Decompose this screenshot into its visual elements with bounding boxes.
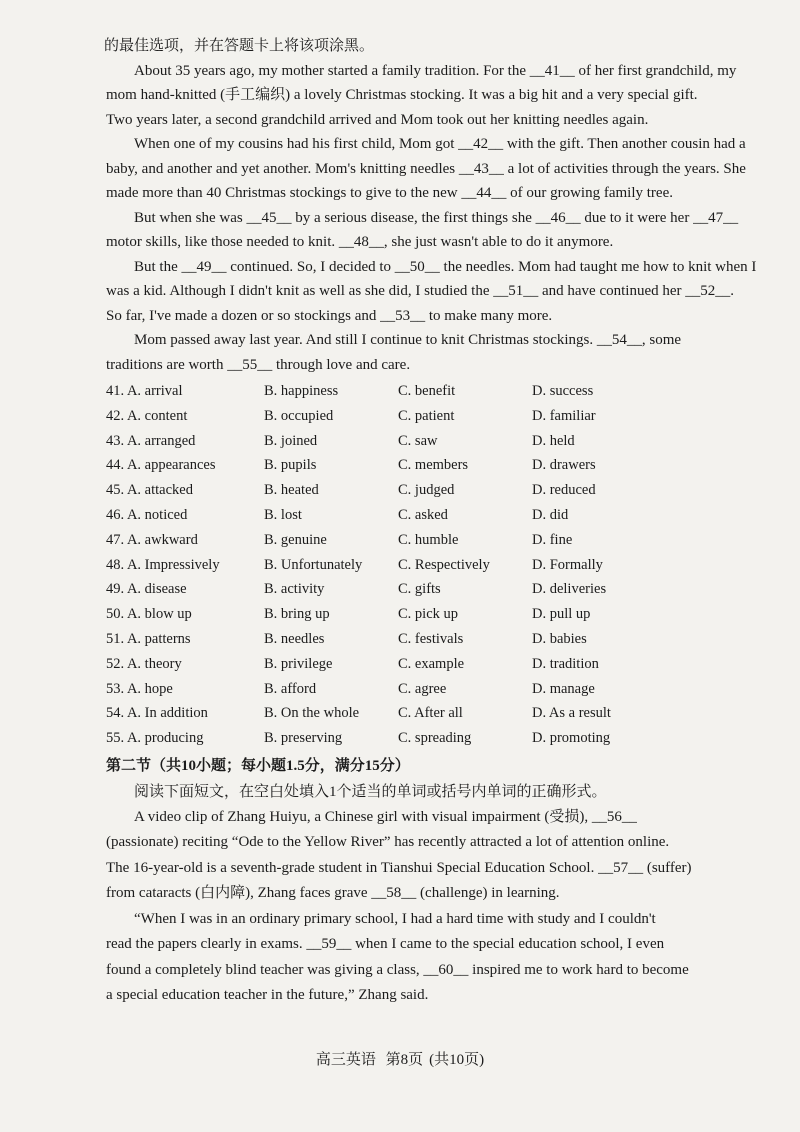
option-d: D. Formally bbox=[532, 556, 603, 573]
option-a: 47. A. awkward bbox=[106, 531, 198, 548]
passage-line: was a kid. Although I didn't knit as well as she did, I studied the __51__ and have continued her __52__. bbox=[106, 283, 735, 299]
option-c: C. Respectively bbox=[398, 556, 490, 573]
option-a: 44. A. appearances bbox=[106, 457, 216, 474]
option-a: 45. A. attacked bbox=[106, 482, 193, 499]
footer-total-pages: (共10页) bbox=[429, 1052, 485, 1068]
footer-page-number: 第8页 bbox=[385, 1052, 424, 1068]
option-a: 49. A. disease bbox=[106, 581, 187, 598]
option-c: C. agree bbox=[398, 680, 447, 697]
passage-line: About 35 years ago, my mother started a family tradition. For the __41__ of her first grandchild, my bbox=[134, 62, 737, 79]
option-row-43 bbox=[106, 429, 752, 454]
option-c: C. festivals bbox=[398, 630, 464, 647]
option-d: D. did bbox=[532, 506, 569, 523]
grammar-fill-passage bbox=[106, 805, 752, 1009]
option-a: 42. A. content bbox=[106, 407, 188, 424]
passage-line: read the papers clearly in exams. __59__ when I came to the special education school, I even bbox=[106, 936, 665, 953]
passage-line: traditions are worth __55__ through love and care. bbox=[106, 356, 411, 373]
option-c: C. example bbox=[398, 655, 465, 672]
passage-line: found a completely blind teacher was giving a class, __60__ inspired me to work hard to become bbox=[106, 961, 689, 978]
option-row-48 bbox=[106, 553, 752, 578]
option-b: B. lost bbox=[264, 506, 302, 523]
option-row-49 bbox=[106, 577, 752, 602]
option-d: D. promoting bbox=[532, 730, 611, 747]
passage-line: “When I was in an ordinary primary school, I had a hard time with study and I couldn't bbox=[134, 910, 656, 927]
option-d: D. fine bbox=[532, 531, 573, 548]
option-c: C. pick up bbox=[398, 606, 459, 623]
passage-line: Mom passed away last year. And still I continue to knit Christmas stockings. __54__, some bbox=[134, 332, 682, 348]
option-b: B. activity bbox=[264, 581, 325, 598]
option-b: B. afford bbox=[264, 680, 317, 697]
option-b: B. pupils bbox=[264, 457, 317, 474]
passage-line: from cataracts (白内障), Zhang faces grave __58__ (challenge) in learning. bbox=[106, 885, 560, 902]
option-c: C. benefit bbox=[398, 383, 456, 399]
section-instruction: 阅读下面短文，在空白处填入1个适当的单词或括号内单词的正确形式。 bbox=[134, 783, 607, 800]
option-row-55 bbox=[106, 726, 752, 751]
option-row-50 bbox=[106, 602, 752, 627]
option-c: C. saw bbox=[398, 432, 438, 449]
option-b: B. On the whole bbox=[264, 705, 360, 722]
footer-subject: 高三英语 bbox=[315, 1052, 376, 1068]
option-d: D. pull up bbox=[532, 606, 591, 623]
option-b: B. bring up bbox=[264, 606, 330, 623]
option-c: C. asked bbox=[398, 506, 448, 523]
instruction-tail: 的最佳选项，并在答题卡上将该项涂黑。 bbox=[104, 38, 375, 54]
option-b: B. heated bbox=[264, 482, 319, 499]
passage-line: Two years later, a second grandchild arrived and Mom took out her knitting needles again. bbox=[106, 111, 649, 128]
option-d: D. success bbox=[532, 383, 594, 399]
option-b: B. preserving bbox=[264, 730, 343, 747]
option-row-54 bbox=[106, 701, 752, 726]
option-row-53 bbox=[106, 677, 752, 702]
option-a: 46. A. noticed bbox=[106, 506, 188, 523]
option-d: D. drawers bbox=[532, 457, 596, 474]
option-a: 43. A. arranged bbox=[106, 432, 196, 449]
passage-line: When one of my cousins had his first child, Mom got __42__ with the gift. Then another cousin had a bbox=[134, 136, 746, 152]
page-footer bbox=[0, 1048, 800, 1069]
passage-line: motor skills, like those needed to knit. __48__, she just wasn't able to do it anymore. bbox=[106, 234, 614, 250]
option-b: B. needles bbox=[264, 630, 325, 647]
option-d: D. reduced bbox=[532, 482, 596, 499]
answer-options bbox=[106, 379, 752, 751]
option-d: D. deliveries bbox=[532, 581, 607, 598]
option-a: 55. A. producing bbox=[106, 730, 204, 747]
option-c: C. gifts bbox=[398, 581, 441, 598]
option-a: 50. A. blow up bbox=[106, 606, 192, 623]
option-b: B. happiness bbox=[264, 383, 339, 399]
passage-line: The 16-year-old is a seventh-grade student in Tianshui Special Education School. __57__ (suffer) bbox=[106, 859, 692, 876]
option-a: 52. A. theory bbox=[106, 655, 182, 672]
passage-line: a special education teacher in the future,” Zhang said. bbox=[106, 987, 429, 1004]
option-a: 51. A. patterns bbox=[106, 630, 191, 647]
option-b: B. joined bbox=[264, 432, 318, 449]
option-row-45 bbox=[106, 478, 752, 503]
option-d: D. familiar bbox=[532, 407, 596, 424]
option-b: B. Unfortunately bbox=[264, 556, 363, 573]
option-row-42 bbox=[106, 404, 752, 429]
option-a: 54. A. In addition bbox=[106, 705, 208, 722]
option-a: 53. A. hope bbox=[106, 680, 173, 697]
passage-line: (passionate) reciting “Ode to the Yellow River” has recently attracted a lot of attention online. bbox=[106, 834, 670, 851]
option-row-46 bbox=[106, 503, 752, 528]
cloze-passage bbox=[104, 34, 757, 377]
passage-line: baby, and another and yet another. Mom's knitting needles __43__ a lot of activities through the years. She bbox=[106, 160, 746, 177]
option-row-51 bbox=[106, 627, 752, 652]
option-d: D. tradition bbox=[532, 655, 599, 672]
option-b: B. privilege bbox=[264, 655, 333, 672]
passage-line: made more than 40 Christmas stockings to give to the new __44__ of our growing family tree. bbox=[106, 185, 673, 201]
section-heading: 第二节（共10小题；每小题1.5分，满分15分） bbox=[106, 757, 410, 774]
passage-line: But the __49__ continued. So, I decided to __50__ the needles. Mom had taught me how to knit when I bbox=[134, 258, 757, 275]
option-c: C. After all bbox=[398, 705, 463, 722]
option-c: C. spreading bbox=[398, 730, 472, 747]
passage-line: mom hand-knitted (手工编织) a lovely Christmas stocking. It was a big hit and a very special gift. bbox=[106, 87, 698, 103]
option-d: D. babies bbox=[532, 630, 587, 647]
option-row-44 bbox=[106, 453, 752, 478]
option-a: 41. A. arrival bbox=[106, 383, 183, 399]
option-b: B. occupied bbox=[264, 407, 334, 424]
option-c: C. patient bbox=[398, 407, 455, 424]
option-row-41 bbox=[106, 379, 752, 404]
option-c: C. humble bbox=[398, 531, 459, 548]
option-d: D. manage bbox=[532, 680, 595, 697]
option-c: C. judged bbox=[398, 482, 455, 499]
option-row-47 bbox=[106, 528, 752, 553]
option-d: D. As a result bbox=[532, 705, 611, 722]
passage-line: But when she was __45__ by a serious disease, the first things she __46__ due to it were her __47__ bbox=[134, 209, 739, 226]
option-a: 48. A. Impressively bbox=[106, 556, 220, 573]
option-d: D. held bbox=[532, 432, 575, 449]
option-b: B. genuine bbox=[264, 531, 327, 548]
option-row-52 bbox=[106, 652, 752, 677]
option-c: C. members bbox=[398, 457, 469, 474]
passage-line: A video clip of Zhang Huiyu, a Chinese girl with visual impairment (受损), __56__ bbox=[134, 808, 637, 825]
passage-line: So far, I've made a dozen or so stockings and __53__ to make many more. bbox=[106, 307, 553, 324]
